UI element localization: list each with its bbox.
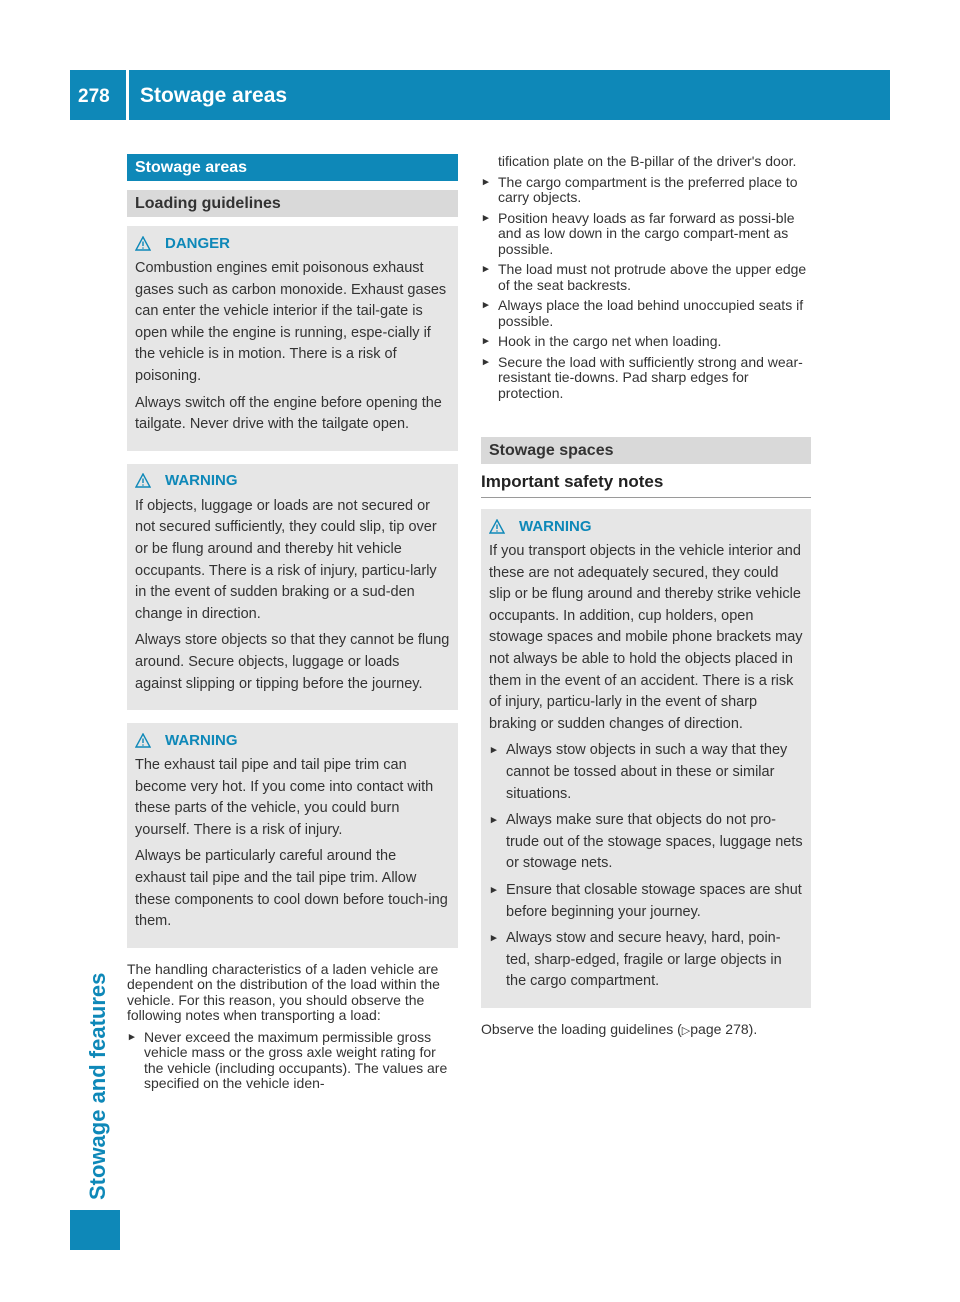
list-item: ▸ Hook in the cargo net when loading. xyxy=(481,334,811,350)
warning-box-exhaust xyxy=(127,723,458,948)
loading-intro-text: The handling characteristics of a laden vehicle are dependent on the distribution of the load within the vehicle. For this reason, you should observe the following notes when transporting a load: xyxy=(127,960,440,1024)
list-item: ▸ Secure the load with sufficiently strong and wear-resistant tie-downs. Pad sharp edges for protection. xyxy=(481,355,811,402)
warning-triangle-icon xyxy=(135,733,151,748)
list-item: ▸ Never exceed the maximum permissible gross vehicle mass or the gross axle weight rating for the vehicle (including occupants). The values are specified on the vehicle iden- xyxy=(127,1030,458,1092)
observe-guidelines-text xyxy=(481,1022,811,1040)
danger-text-1: Combustion engines emit poisonous exhaust gases such as carbon monoxide. Exhaust gases can enter the vehicle interior if the tail-gate is open while the engine is running, espe-cially if the vehicle is in motion. There is a risk of poisoning. xyxy=(135,260,447,384)
warning-label: WARNING xyxy=(519,517,592,535)
list-item: ▸ Always stow and secure heavy, hard, poin-ted, sharp-edged, fragile or large objects in the cargo compartment. xyxy=(489,928,803,993)
page-ref-arrow-icon: ▷ xyxy=(681,1024,691,1037)
page-reference-link[interactable]: page 278 xyxy=(690,1020,749,1037)
warning-triangle-icon xyxy=(135,236,151,251)
danger-text-2: Always switch off the engine before opening the tailgate. Never drive with the tailgate open. xyxy=(135,394,442,433)
warning-loads-text-2: Always store objects so that they cannot be flung around. Secure objects, luggage or loads against slipping or tipping before the journey. xyxy=(135,632,450,692)
bullet-continuation: tification plate on the B-pillar of the driver's door. xyxy=(498,153,797,169)
warning-triangle-icon xyxy=(489,519,505,534)
observe-prefix: Observe the loading guidelines ( xyxy=(481,1020,682,1037)
warning-label: WARNING xyxy=(165,472,238,490)
loading-bullet-list-continued xyxy=(481,175,811,402)
warning-label: WARNING xyxy=(165,731,238,749)
side-chapter-label: Stowage and features xyxy=(85,972,110,1200)
section-title-stowage-spaces: Stowage spaces xyxy=(481,437,811,464)
danger-box xyxy=(127,226,458,451)
section-title-stowage-areas: Stowage areas xyxy=(127,154,458,181)
subsection-title-loading-guidelines: Loading guidelines xyxy=(127,190,458,217)
subheading-important-safety-notes: Important safety notes xyxy=(481,464,811,498)
list-item: ▸ Always place the load behind unoccupied seats if possible. xyxy=(481,298,811,329)
observe-suffix: ). xyxy=(748,1020,758,1037)
left-column xyxy=(127,154,458,1097)
danger-label: DANGER xyxy=(165,234,231,252)
warning-heading xyxy=(135,729,450,751)
warning-triangle-icon xyxy=(135,473,151,488)
header-separator xyxy=(126,70,129,120)
list-item: ▸ The load must not protrude above the upper edge of the seat backrests. xyxy=(481,262,811,293)
list-item: ▸ Always stow objects in such a way that they cannot be tossed about in these or similar situations. xyxy=(489,740,803,805)
list-item: ▸ Always make sure that objects do not pro-trude out of the stowage spaces, luggage nets or stowage nets. xyxy=(489,810,803,875)
warning-stowage-text: If you transport objects in the vehicle interior and these are not adequately secured, they could slip or be flung around and thereby strike vehicle occupants. In addition, cup holders, open stowage spaces and mobile phone brackets may not always be able to hold the objects placed in them in the event of an accident. There is a risk of injury, particu-larly in the event of sharp braking or sudden changes of direction. xyxy=(489,543,803,732)
loading-bullet-list xyxy=(127,1030,458,1092)
warning-stowage-bullets xyxy=(489,740,803,993)
list-item: ▸ Ensure that closable stowage spaces are shut before beginning your journey. xyxy=(489,880,803,923)
warning-loads-text-1: If objects, luggage or loads are not secured or not secured sufficiently, they could slip, tip over or be flung around and thereby hit vehicle occupants. There is a risk of injury, particu-larly in the event of sudden braking or a sud-den change in direction. xyxy=(135,497,437,622)
right-column xyxy=(481,154,811,1039)
page-title: Stowage areas xyxy=(140,84,288,107)
danger-heading xyxy=(135,232,450,254)
page-number: 278 xyxy=(78,86,110,107)
warning-box-loads xyxy=(127,464,458,710)
list-item: ▸ The cargo compartment is the preferred place to carry objects. xyxy=(481,175,811,206)
warning-exhaust-text-1: The exhaust tail pipe and tail pipe trim can become very hot. If you come into contact with these parts of the vehicle, you could burn yourself. There is a risk of injury. xyxy=(135,757,434,838)
warning-heading xyxy=(135,470,450,492)
warning-box-stowage xyxy=(481,509,811,1008)
list-item: ▸ Position heavy loads as far forward as possi-ble and as low down in the cargo compart-ment as possible. xyxy=(481,211,811,258)
side-tab-marker xyxy=(70,1210,120,1250)
warning-heading xyxy=(489,515,803,537)
warning-exhaust-text-2: Always be particularly careful around the exhaust tail pipe and the tail pipe trim. Allow these components to cool down before touch-ing them. xyxy=(135,848,448,930)
